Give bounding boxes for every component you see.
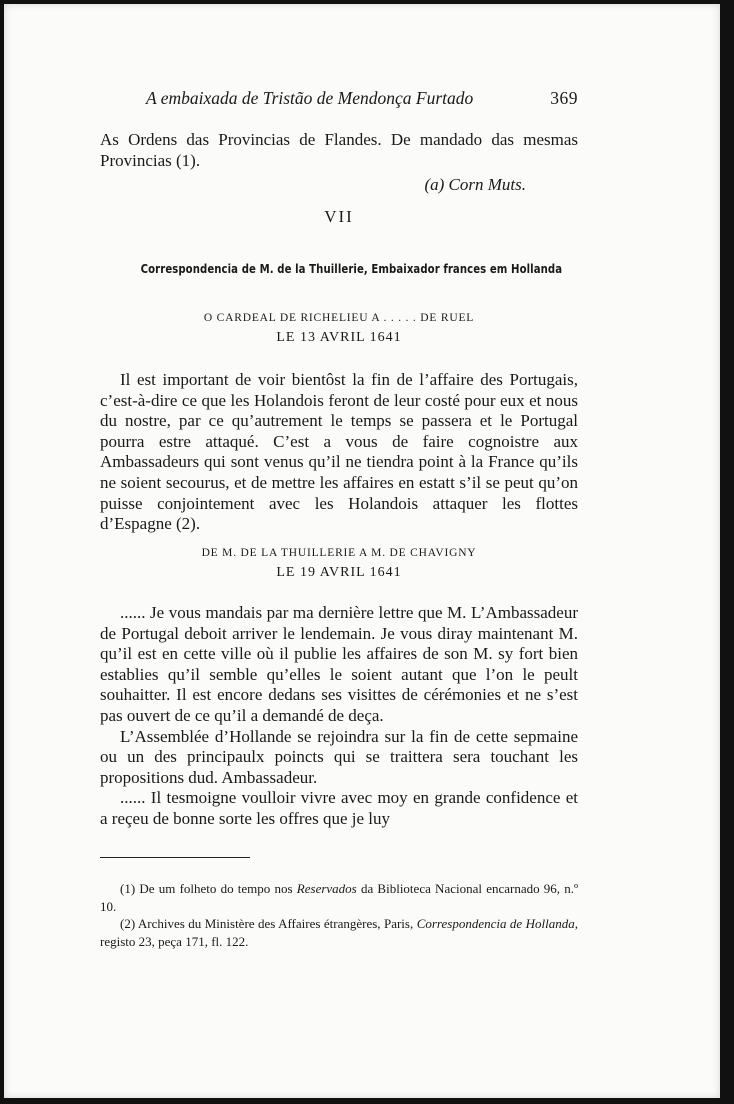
letter-2-header: DE M. DE LA THUILLERIE A M. DE CHAVIGNY [201,547,477,559]
signature: (a) Corn Muts. [424,175,526,195]
footnote-1-before: De um folheto do tempo nos [139,881,293,896]
letter-2-paragraph-3: ...... Il tesmoigne voulloir vivre avec moy en grande confidence et a reçeu de bonne sorte les offres que je luy [100,788,578,828]
letter-2-body [100,603,578,830]
letter-1-date: LE 13 AVRIL 1641 [276,330,402,345]
footnote-rule [100,857,250,858]
letter-2-date: LE 19 AVRIL 1641 [276,565,402,580]
footnotes [100,880,578,950]
footnote-2-marker: (2) [120,916,136,931]
footnote-2 [100,915,578,950]
page-number: 369 [550,88,578,108]
footnote-1-marker: (1) [120,881,136,896]
footnote-2-italic: Correspondencia de Hollanda, [416,916,579,931]
scan-edge [720,0,734,1104]
chapter-title: Correspondencia de M. de la Thuillerie, Embaixador frances em Hollanda [140,262,563,276]
opening-paragraph [100,130,578,196]
footnote-1 [100,880,578,915]
chapter-title-wrap [100,262,578,276]
footnote-1-after: da Biblioteca Nacional encarnado 96, n.º 10. [100,881,579,914]
letter-2-heading [100,543,578,583]
letter-1-body [100,370,578,535]
footnote-2-after: registo 23, peça 171, fl. 122. [100,933,249,949]
letter-1-heading [100,308,578,348]
footnote-1-italic: Reservados [296,881,357,896]
letter-2-paragraph-1: ...... Je vous mandais par ma dernière lettre que M. L’Ambassadeur de Portugal deboit arriver le lendemain. Je vous diray maintenant M. qu’il est en cette ville où il publie les affaires de son M. sy fort bien establies qu’il semble qu’elles le soient autant que l’on le peult souhaitter. Il est encore dedans ses visittes de cérémonies et ne s’est pas ouvert de ce qu’il a demandé de deça. [100,603,578,725]
running-title: A embaixada de Tristão de Mendonça Furtado [146,88,474,108]
letter-2-paragraph-2: L’Assemblée d’Hollande se rejoindra sur la fin de cette sepmaine ou un des principaulx poincts qui se traittera sera touchant les propositions dud. Ambassadeur. [100,726,578,787]
letter-1-header: O CARDEAL DE RICHELIEU A . . . . . DE RUEL [203,312,475,324]
footnote-2-before: Archives du Ministère des Affaires étrangères, Paris, [137,916,414,931]
chapter-number: VII [324,207,354,226]
running-head [146,88,578,109]
opening-text: As Ordens das Provincias de Flandes. De mandado das mesmas Provincias (1). [100,130,578,170]
letter-1-paragraph: Il est important de voir bientôst la fin de l’affaire des Portugais, c’est-à-dire ce que les Holandois feront de leur costé pour eux et nous du nostre, par ce qu’autrement le temps se passera et le Portugal pourra estre attaqué. C’est a vous de faire cognoistre aux Ambassadeurs qui sont venus qu’il ne tiendra point à la France qu’ils ne soient secourus, et de mettre les affaires en estatt s’il se peut qu’on puisse conjointement avec les Holandois attaquer les flottes d’Espagne (2). [100,370,578,534]
